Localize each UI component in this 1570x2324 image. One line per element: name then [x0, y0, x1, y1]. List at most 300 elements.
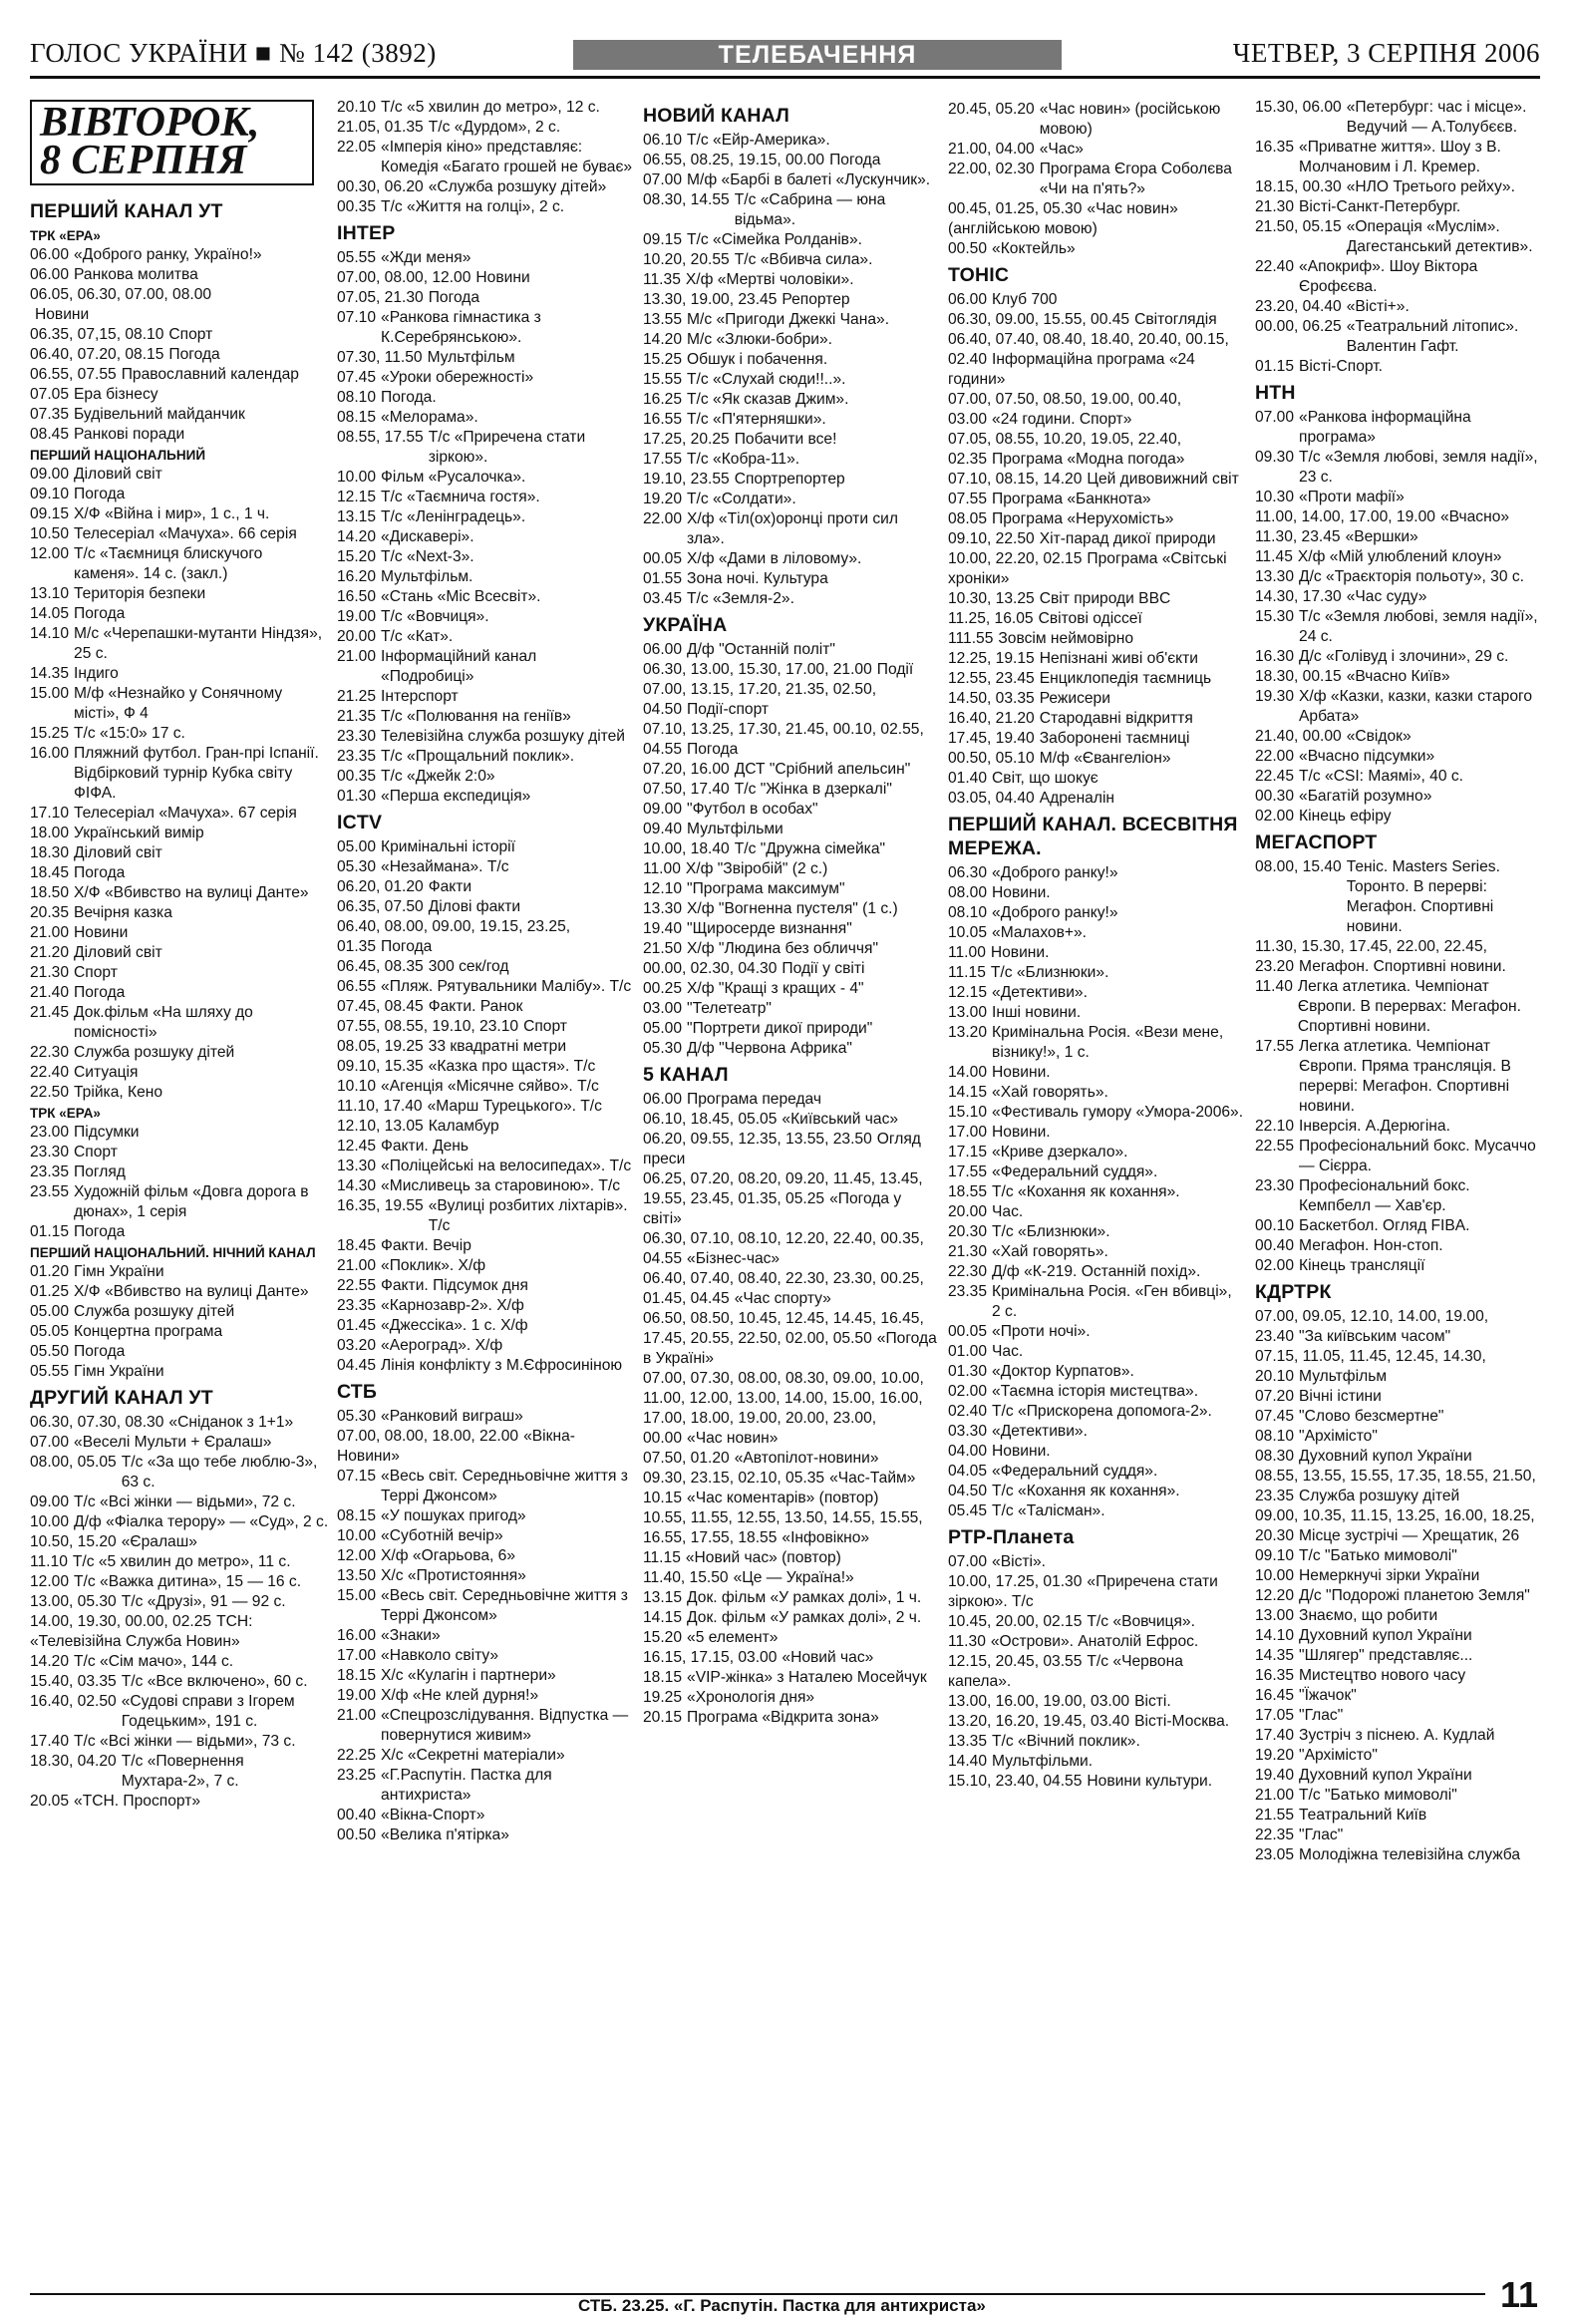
channel-heading: УКРАЇНА [643, 614, 728, 636]
program-time: 10.15 [643, 1490, 683, 1506]
program-entry [337, 687, 633, 707]
program-entry [1255, 1347, 1544, 1387]
program-time: 14.10 [30, 625, 70, 642]
program-entry [948, 490, 1244, 509]
program-title: Інтерспорт [381, 688, 459, 705]
program-time: 11.00 [643, 860, 681, 877]
program-time: 22.45 [1255, 768, 1295, 785]
program-entry [337, 138, 633, 177]
program-time: 11.25, 16.05 [948, 610, 1034, 627]
program-time: 15.00 [337, 1587, 377, 1604]
program-time: 02.40 [948, 1403, 988, 1420]
program-title: Православний календар [121, 366, 299, 383]
program-title: «Хронологія дня» [687, 1689, 815, 1706]
program-entry [337, 897, 633, 917]
program-entry [337, 1806, 633, 1826]
program-time: 00.05 [643, 550, 683, 567]
program-entry [30, 1652, 329, 1672]
program-title: Д/с «Голівуд і злочини», 29 с. [1299, 648, 1509, 665]
program-entry [337, 747, 633, 767]
program-title: «Г.Распутін. Пастка для антихриста» [381, 1767, 552, 1804]
program-time: 13.20, 16.20, 19.45, 03.40 [948, 1713, 1130, 1730]
program-time: 15.55 [643, 371, 683, 388]
program-entry [948, 470, 1244, 490]
program-title: Лінія конфлікту з М.Єфросиніною [381, 1357, 623, 1374]
program-entry [1255, 1586, 1544, 1606]
program-time: 11.30 [948, 1633, 986, 1650]
program-entry [30, 983, 329, 1003]
program-entry [337, 1276, 633, 1296]
program-entry [30, 325, 329, 345]
program-entry [30, 943, 329, 963]
program-time: 14.30, 17.30 [1255, 588, 1342, 605]
program-title: Клуб 700 [992, 291, 1058, 308]
program-title: Х/ф «Не клей дурня!» [381, 1687, 539, 1704]
program-entry [1255, 1606, 1544, 1626]
program-time: 00.50 [337, 1826, 377, 1843]
program-title: «Служба розшуку дітей» [428, 178, 607, 195]
program-time: 06.10, 18.45, 05.05 [643, 1111, 778, 1128]
program-entry [643, 1489, 937, 1508]
program-entry [643, 1110, 937, 1130]
program-entry [1255, 1546, 1544, 1566]
program-title: «Острови». Анатолій Ефрос. [990, 1633, 1199, 1650]
program-time: 07.00, 08.00, 18.00, 22.00 [337, 1428, 519, 1445]
program-entry [30, 684, 329, 724]
program-entry [948, 1222, 1244, 1242]
program-entry [643, 1608, 937, 1628]
program-entry [948, 863, 1244, 883]
program-entry [30, 1043, 329, 1063]
program-time: 21.00 [337, 1707, 377, 1724]
program-entry [30, 804, 329, 824]
program-title: Т/с «Друзі», 91 — 92 с. [121, 1593, 286, 1610]
program-time: 16.30 [1255, 648, 1295, 665]
program-title: Док. фільм «У рамках долі», 2 ч. [687, 1609, 922, 1626]
program-title: Телесеріал «Мачуха». 67 серія [74, 805, 297, 822]
program-title: Телевізійна служба розшуку дітей [381, 728, 626, 745]
program-title: Т/с «Прощальний поклик». [381, 748, 575, 765]
program-title: «Доброго ранку!» [992, 864, 1118, 881]
program-title: Час. [992, 1343, 1024, 1360]
program-title: Погода [74, 1223, 126, 1240]
program-entry [337, 1706, 633, 1746]
program-time: 05.00 [30, 1303, 70, 1320]
program-entry [30, 1063, 329, 1083]
program-time: 07.00, 07.50, 08.50, 19.00, 00.40, 03.00 [948, 391, 1182, 428]
program-entry [30, 305, 329, 325]
program-title: «Малахов+». [992, 924, 1088, 941]
program-time: 09.00 [30, 466, 70, 483]
program-title: «Дискавері». [381, 528, 474, 545]
program-title: «Детективи». [992, 984, 1088, 1001]
program-title: «У пошуках пригод» [381, 1507, 526, 1524]
program-time: 12.45 [337, 1138, 377, 1155]
program-entry [337, 567, 633, 587]
program-time: 18.15, 00.30 [1255, 178, 1342, 195]
program-time: 19.20 [1255, 1747, 1295, 1764]
program-time: 06.55, 07.55 [30, 366, 117, 383]
program-time: 22.30 [30, 1044, 70, 1061]
footer-promo: СТБ. 23.25. «Г. Распутін. Пастка для антихриста» [578, 2296, 986, 2315]
channel-heading: МЕГАСПОРТ [1255, 831, 1378, 853]
program-title: Т/с «Джейк 2:0» [381, 768, 495, 785]
program-time: 13.35 [948, 1733, 988, 1750]
program-time: 19.30 [1255, 688, 1295, 705]
program-title: «Єралаш» [121, 1533, 197, 1550]
program-title: Мультфільм [1299, 1368, 1388, 1385]
program-title: Х/Ф «Вбивство на вулиці Данте» [74, 884, 309, 901]
channel-subheading: ПЕРШИЙ НАЦІОНАЛЬНИЙ. НІЧНИЙ КАНАЛ [30, 1245, 316, 1260]
channel-subheading: ТРК «ЕРА» [30, 1106, 101, 1121]
program-entry [948, 903, 1244, 923]
program-title: Т/с «15:0» 17 с. [74, 725, 185, 742]
program-entry [30, 504, 329, 524]
program-title: «Час новин» [687, 1430, 779, 1447]
program-time: 13.15 [643, 1589, 683, 1606]
program-time: 21.45 [30, 1004, 70, 1021]
program-entry [643, 1688, 937, 1708]
program-entry [337, 727, 633, 747]
program-time: 15.20 [337, 548, 377, 565]
tv-column-1 [30, 96, 329, 1812]
program-entry [1255, 138, 1544, 177]
program-title: Т/с «Всі жінки — відьми», 73 с. [74, 1733, 296, 1750]
program-time: 08.10 [1255, 1428, 1295, 1445]
program-entry [1255, 1447, 1544, 1467]
program-entry [643, 879, 937, 899]
program-time: 01.55 [643, 570, 683, 587]
program-title: Х/ф «Казки, казки, казки старого Арбата» [1299, 688, 1533, 725]
program-entry [1255, 1387, 1544, 1407]
program-title: «Хай говорять». [992, 1243, 1108, 1260]
program-entry [30, 1592, 329, 1612]
program-entry [1255, 317, 1544, 357]
program-time: 06.30, 07.10, 08.10, 12.20, 22.40, 00.35, 04.55 [643, 1230, 924, 1267]
program-time: 17.40 [1255, 1727, 1295, 1744]
program-title: Адреналін [1039, 790, 1115, 807]
program-title: Стародавні відкриття [1039, 710, 1193, 727]
program-title: Погода [74, 984, 126, 1001]
program-time: 21.40, 00.00 [1255, 728, 1342, 745]
program-time: 09.00, 10.35, 11.15, 13.25, 16.00, 18.25, 20.30 [1255, 1507, 1535, 1544]
program-title: «Федеральний суддя». [992, 1463, 1158, 1480]
program-entry [948, 1023, 1244, 1063]
program-time: 07.05, 08.55, 10.20, 19.05, 22.40, 02.35 [948, 431, 1182, 468]
program-title: Концертна програма [74, 1323, 223, 1340]
program-time: 13.55 [643, 311, 683, 328]
program-entry [30, 345, 329, 365]
program-title: Х/ф «Дами в ліловому». [687, 550, 862, 567]
program-time: 17.00 [948, 1124, 988, 1141]
program-time: 17.00 [337, 1647, 377, 1664]
day-heading [30, 100, 314, 185]
program-time: 02.00 [948, 1383, 988, 1400]
program-entry [30, 1302, 329, 1322]
program-title: Режисери [1039, 690, 1110, 707]
program-title: «Новий час» (повтор) [685, 1549, 841, 1566]
program-time: 14.35 [30, 665, 70, 682]
program-entry [337, 1236, 633, 1256]
program-time: 07.00 [643, 171, 683, 188]
program-time: 03.20 [337, 1337, 377, 1354]
program-time: 19.20 [643, 491, 683, 507]
program-title: "Слово безсмертне" [1299, 1408, 1444, 1425]
program-time: 06.00 [948, 291, 988, 308]
program-entry [643, 151, 937, 170]
program-title: Гімн України [74, 1263, 164, 1280]
program-time: 14.30 [337, 1177, 377, 1194]
program-time: 15.25 [643, 351, 683, 368]
program-title: Новини. [990, 944, 1050, 961]
program-title: Новини. [992, 1443, 1051, 1460]
program-time: 13.30, 19.00, 23.45 [643, 291, 778, 308]
program-time: 19.00 [337, 608, 377, 625]
program-title: «Вчасно Київ» [1346, 668, 1450, 685]
program-title: Т/с «Кохання як кохання». [992, 1483, 1180, 1499]
masthead-paper-issue: ГОЛОС УКРАЇНИ ■ № 142 (3892) [30, 38, 437, 68]
program-entry [948, 239, 1244, 259]
program-entry [948, 789, 1244, 809]
masthead-section-title: ТЕЛЕБАЧЕННЯ [573, 40, 1062, 70]
program-time: 10.50 [30, 525, 70, 542]
program-title: Т/с «Кат». [381, 628, 454, 645]
program-time: 16.35, 19.55 [337, 1197, 424, 1214]
masthead-date: ЧЕТВЕР, 3 СЕРПНЯ 2006 [1232, 38, 1540, 68]
program-entry [948, 1202, 1244, 1222]
program-title: Т/с «Прискорена допомога-2». [992, 1403, 1212, 1420]
program-entry [948, 1123, 1244, 1143]
program-time: 10.30 [1255, 489, 1295, 505]
program-time: 17.45, 19.40 [948, 730, 1035, 747]
program-title: Т/с «Next-3». [381, 548, 474, 565]
program-entry [948, 1442, 1244, 1462]
program-time: 11.30, 23.45 [1255, 528, 1341, 545]
program-entry [337, 627, 633, 647]
program-entry [1255, 1786, 1544, 1806]
program-entry [948, 140, 1244, 160]
program-title: Т/с «Земля любові, земля надії», 24 с. [1299, 608, 1538, 645]
program-title: Новини [35, 306, 90, 323]
program-entry [948, 1632, 1244, 1652]
program-entry [1255, 547, 1544, 567]
program-entry [643, 979, 937, 999]
program-title: Енциклопедія таємниць [1039, 670, 1212, 687]
program-time: 21.00, 04.00 [948, 141, 1035, 158]
program-entry [948, 1162, 1244, 1182]
program-time: 06.00 [643, 1091, 683, 1108]
program-title: Мегафон. Нон-стоп. [1299, 1237, 1443, 1254]
program-entry [643, 1019, 937, 1039]
program-title: Факти [428, 878, 472, 895]
program-title: Діловий світ [74, 944, 162, 961]
program-time: 20.30 [948, 1223, 988, 1240]
program-title: «Поліцейські на велосипедах». Т/с [381, 1158, 632, 1174]
program-entry [643, 131, 937, 151]
program-title: Т/с «CSI: Маямі», 40 с. [1299, 768, 1463, 785]
program-title: Т/с «Слухай сюди!!..». [687, 371, 846, 388]
program-time: 04.50 [948, 1483, 988, 1499]
program-entry [643, 290, 937, 310]
program-entry [948, 1322, 1244, 1342]
program-title: Світ природи BBC [1039, 590, 1171, 607]
program-title: «Весь світ. Середньовічне життя з Террі Джонсом» [381, 1468, 628, 1504]
tv-column-2 [337, 98, 633, 1845]
program-time: 14.05 [30, 605, 70, 622]
program-entry [643, 509, 937, 549]
program-title: Новини. [992, 1064, 1051, 1081]
program-title: «24 години. Спорт» [992, 411, 1132, 428]
footer-rule [30, 2293, 1485, 2295]
program-time: 07.50, 01.20 [643, 1450, 730, 1467]
program-title: «Жди меня» [381, 249, 471, 266]
program-entry [1255, 857, 1544, 937]
program-title: Х/с «Протистояння» [381, 1567, 526, 1584]
program-entry [948, 1342, 1244, 1362]
program-time: 21.00 [337, 648, 377, 665]
program-entry [337, 1546, 633, 1566]
program-entry [337, 1157, 633, 1176]
program-title: М/ф «Барбі в балеті «Лускунчик». [687, 171, 931, 188]
program-time: 22.00 [1255, 748, 1295, 765]
program-title: Служба розшуку дітей [74, 1303, 235, 1320]
program-entry [1255, 507, 1544, 527]
program-time: 12.10 [643, 880, 683, 897]
program-title: «Детективи». [992, 1423, 1088, 1440]
program-time: 17.25, 20.25 [643, 431, 730, 448]
program-entry [643, 250, 937, 270]
program-title: ТСН: «Телевізійна Служба Новин» [30, 1613, 253, 1650]
program-entry [1255, 1256, 1544, 1276]
program-entry [30, 405, 329, 425]
program-entry [337, 957, 633, 977]
program-title: Т/с "Жінка в дзеркалі" [734, 781, 892, 798]
program-title: Час. [992, 1203, 1024, 1220]
program-title: Т/с «Всі жінки — відьми», 72 с. [74, 1494, 296, 1510]
program-time: 07.15 [337, 1468, 377, 1485]
program-time: 20.45, 05.20 [948, 101, 1035, 118]
program-time: 10.30, 13.25 [948, 590, 1035, 607]
program-time: 03.30 [948, 1423, 988, 1440]
program-entry [30, 245, 329, 265]
program-entry [948, 689, 1244, 709]
program-time: 17.55 [1255, 1038, 1295, 1055]
program-entry [643, 959, 937, 979]
program-time: 22.00, 02.30 [948, 161, 1035, 177]
program-entry [948, 1282, 1244, 1322]
program-entry [643, 919, 937, 939]
program-entry [643, 270, 937, 290]
program-time: 07.10, 08.15, 14.20 [948, 471, 1083, 488]
program-entry [948, 923, 1244, 943]
program-title: Світ, що шокує [992, 770, 1099, 787]
program-title: Український вимір [74, 825, 204, 841]
program-time: 07.55, 08.55, 19.10, 23.10 [337, 1018, 519, 1035]
program-time: 06.55 [337, 978, 377, 995]
program-entry [337, 1196, 633, 1236]
program-title: Д/с «Траєкторія польоту», 30 с. [1299, 568, 1524, 585]
program-title: Т/с «Сімейка Ролданів». [687, 231, 862, 248]
program-title: Новини культури. [1087, 1773, 1213, 1790]
program-title: Служба розшуку дітей [74, 1044, 235, 1061]
program-title: "Їжачок" [1299, 1687, 1357, 1704]
program-title: Д/с "Подорожі планетою Земля" [1299, 1587, 1530, 1604]
program-title: Новини [475, 269, 530, 286]
program-time: 11.00 [948, 944, 986, 961]
program-entry [1255, 257, 1544, 297]
program-time: 06.05, 06.30, 07.00, 08.00 [30, 286, 212, 303]
program-time: 12.15, 20.45, 03.55 [948, 1653, 1083, 1670]
program-title: «Перша експедиція» [381, 788, 531, 805]
program-title: Вісті-Спорт. [1299, 358, 1383, 375]
program-entry [337, 877, 633, 897]
program-entry [948, 100, 1244, 140]
program-entry [30, 1752, 329, 1792]
program-title: «Час суду» [1346, 588, 1427, 605]
program-entry [1255, 1216, 1544, 1236]
program-time: 16.25 [643, 391, 683, 408]
program-title: «Аероград». Х/ф [381, 1337, 503, 1354]
program-time: 17.15 [948, 1144, 988, 1161]
program-time: 00.35 [337, 198, 377, 215]
program-entry [948, 983, 1244, 1003]
program-entry [1255, 1646, 1544, 1666]
program-time: 21.50 [643, 940, 683, 957]
program-entry [1255, 1686, 1544, 1706]
program-entry [948, 1143, 1244, 1162]
program-title: «Свідок» [1346, 728, 1412, 745]
program-time: 19.25 [643, 1689, 683, 1706]
program-title: «Незаймана». Т/с [381, 858, 509, 875]
program-time: 06.20, 01.20 [337, 878, 424, 895]
program-time: 13.30 [1255, 568, 1295, 585]
program-entry [1255, 787, 1544, 807]
program-title: "Архімісто" [1299, 1747, 1378, 1764]
program-time: 12.15 [948, 984, 988, 1001]
program-time: 04.00 [948, 1443, 988, 1460]
program-title: Док.фільм «На шляху до помісності» [74, 1004, 253, 1041]
program-entry [1255, 647, 1544, 667]
program-entry [337, 1467, 633, 1506]
program-time: 06.25, 07.20, 08.20, 09.20, 11.45, 13.45, 19.55, 23.45, 01.35, 05.25 [643, 1170, 923, 1207]
program-title: Т/с «Талісман». [992, 1502, 1105, 1519]
program-entry [337, 1176, 633, 1196]
program-title: «Судові справи з Ігорем Годецьким», 191 с. [121, 1693, 295, 1730]
program-time: 21.20 [30, 944, 70, 961]
program-entry [948, 669, 1244, 689]
program-time: 05.05 [30, 1323, 70, 1340]
program-entry [948, 649, 1244, 669]
program-title: Погода [74, 605, 126, 622]
program-time: 00.30 [1255, 788, 1295, 805]
day-heading-weekday: ВІВТОРОК, [40, 100, 260, 146]
program-time: 21.25 [337, 688, 377, 705]
program-time: 20.15 [643, 1709, 683, 1726]
program-time: 07.50, 17.40 [643, 781, 730, 798]
program-time: 07.05 [30, 386, 70, 403]
program-entry [643, 1229, 937, 1269]
program-entry [1255, 1037, 1544, 1117]
program-time: 05.30 [337, 1408, 377, 1425]
program-entry [1255, 297, 1544, 317]
program-title: «Час новин» (російською мовою) [1039, 101, 1221, 138]
program-title: Кінець трансляції [1299, 1257, 1425, 1274]
program-title: Зона ночі. Культура [687, 570, 828, 587]
program-entry [337, 787, 633, 807]
program-entry [643, 410, 937, 430]
program-entry [948, 1422, 1244, 1442]
program-entry [337, 647, 633, 687]
